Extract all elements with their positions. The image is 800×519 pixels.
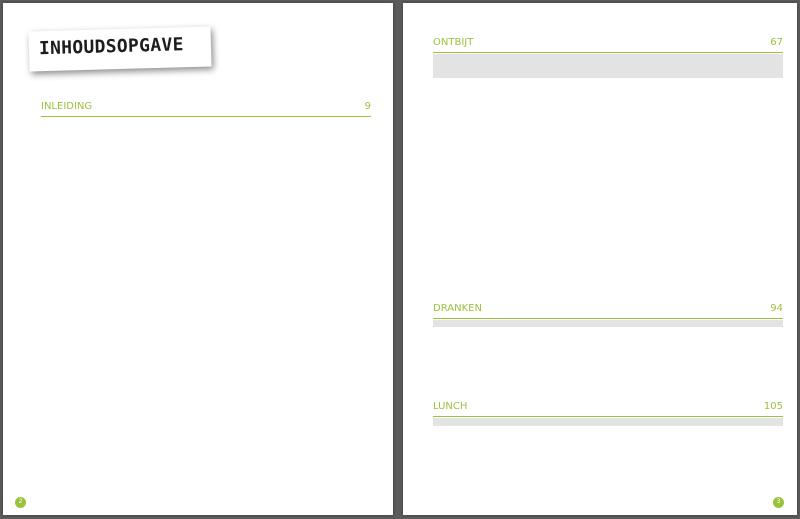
toc-list <box>41 117 371 119</box>
section-page: 9 <box>364 101 371 112</box>
section-page: 105 <box>763 401 783 412</box>
toc-entry <box>433 326 783 327</box>
section-inleiding <box>41 101 371 119</box>
left-page <box>3 3 393 515</box>
section-header <box>433 401 783 417</box>
toc-title: INHOUDSOPGAVE <box>38 34 184 60</box>
toc-title-card <box>28 26 211 71</box>
entry-title <box>433 77 559 78</box>
section-title: DRANKEN <box>433 303 482 314</box>
page-number: 3 <box>776 498 781 505</box>
entry-page <box>771 425 783 426</box>
page-number-badge <box>15 497 26 508</box>
page-number: 2 <box>18 498 23 505</box>
section-dranken <box>433 303 783 327</box>
section-title: LUNCH <box>433 401 468 412</box>
section-title: INLEIDING <box>41 101 93 112</box>
recipe-list <box>433 53 783 78</box>
section-ontbijt <box>433 37 783 78</box>
entry-page <box>771 326 783 327</box>
section-page: 94 <box>770 303 783 314</box>
right-page <box>403 3 797 515</box>
recipe-list <box>433 417 783 426</box>
section-header <box>433 303 783 319</box>
toc-entry <box>433 77 783 78</box>
section-title: ONTBIJT <box>433 37 474 48</box>
page-number-badge <box>773 497 784 508</box>
section-page: 67 <box>770 37 783 48</box>
entry-page <box>775 77 783 78</box>
recipe-list <box>433 319 783 327</box>
entry-title <box>433 425 540 426</box>
section-header <box>433 37 783 53</box>
entry-title <box>433 326 579 327</box>
section-header <box>41 101 371 117</box>
section-lunch <box>433 401 783 426</box>
toc-entry <box>433 425 783 426</box>
